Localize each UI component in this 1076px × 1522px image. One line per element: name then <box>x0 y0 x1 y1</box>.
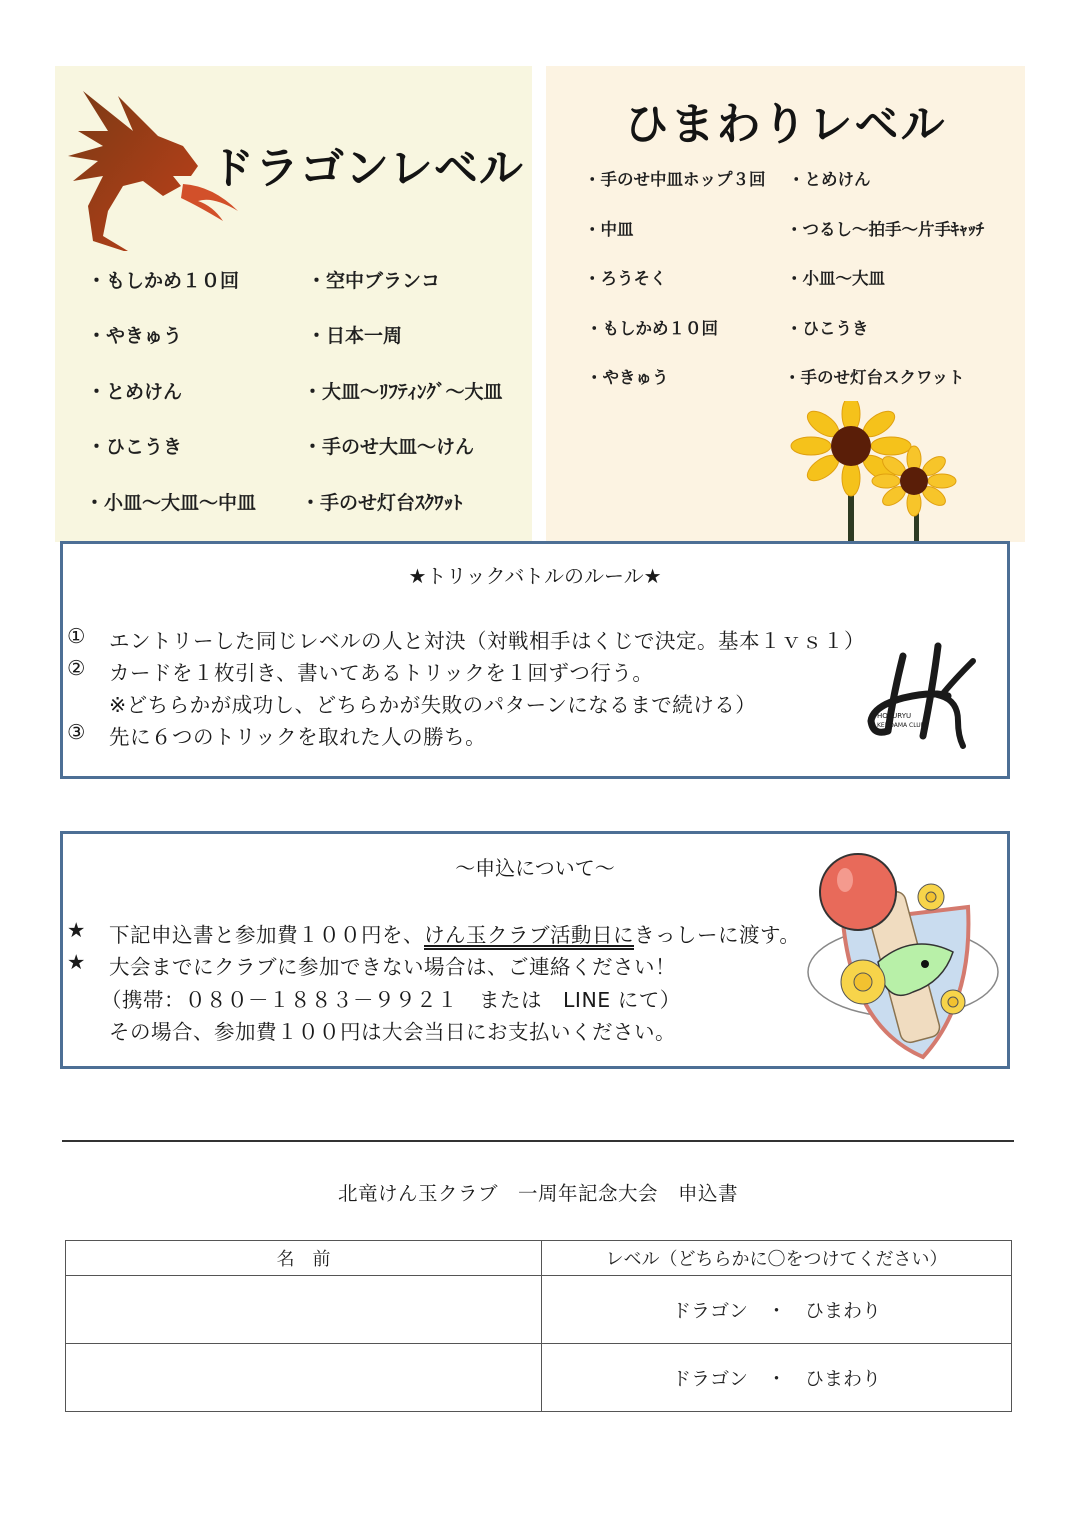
line1-pre: 下記申込書と参加費１００円を、 <box>109 923 424 947</box>
dragon-trick: ・やきゅう <box>87 325 183 347</box>
cut-line-divider <box>62 1140 1014 1142</box>
application-line-2: 大会までにクラブに参加できない場合は、ご連絡ください！ <box>109 955 676 979</box>
dragon-trick: ・手のせ大皿～けん <box>303 436 475 458</box>
rule-marker: ① <box>67 624 86 648</box>
level-choice[interactable]: ドラゴン ・ ひまわり <box>542 1276 1012 1344</box>
application-info-box <box>60 831 1010 1069</box>
dragon-trick: ・日本一周 <box>307 325 403 347</box>
himawari-trick: ・中皿 <box>584 220 634 239</box>
sunflower-illustration-icon <box>786 401 986 546</box>
rule-marker: ② <box>67 656 86 680</box>
rule-marker: ③ <box>67 720 86 744</box>
rules-title: ★トリックバトルのルール★ <box>408 564 662 588</box>
contact-phone: （携帯：０８０－１８８３－９９２１ または LINE にて） <box>101 988 681 1012</box>
rule-note: ※どちらかが成功し、どちらかが失敗のパターンになるまで続ける） <box>109 693 757 717</box>
himawari-trick: ・小皿～大皿 <box>786 269 885 288</box>
line1-post: きっしーに渡す。 <box>634 923 801 947</box>
himawari-trick: ・つるし～拍手～片手ｷｬｯﾁ <box>786 220 984 239</box>
application-line-4: その場合、参加費１００円は大会当日にお支払いください。 <box>109 1020 676 1044</box>
header-level: レベル（どちらかに〇をつけてください） <box>542 1241 1012 1276</box>
star-bullet-icon: ★ <box>67 918 86 942</box>
himawari-level-panel <box>546 66 1025 542</box>
line1-underlined: けん玉クラブ活動日に <box>424 923 634 947</box>
dragon-trick: ・大皿～ﾘﾌﾃｨﾝｸﾞ～大皿 <box>303 381 503 403</box>
dragon-trick: ・空中ブランコ <box>307 270 441 292</box>
club-emblem-icon <box>803 852 1003 1067</box>
himawari-trick: ・とめけん <box>788 170 871 189</box>
hk-logo-sub1: HOKURYU <box>877 712 912 720</box>
level-choice[interactable]: ドラゴン ・ ひまわり <box>542 1344 1012 1412</box>
dragon-level-panel <box>55 66 532 542</box>
application-form-table <box>65 1240 1012 1412</box>
name-field[interactable] <box>66 1344 542 1412</box>
table-row <box>66 1276 1012 1344</box>
table-row <box>66 1344 1012 1412</box>
dragon-trick: ・手のせ灯台ｽｸﾜｯﾄ <box>301 492 463 514</box>
trick-battle-rules-box <box>60 541 1010 779</box>
rule-text: カードを１枚引き、書いてあるトリックを１回ずつ行う。 <box>109 661 654 685</box>
rule-text: 先に６つのトリックを取れた人の勝ち。 <box>109 725 487 749</box>
himawari-level-title: ひまわりレベル <box>624 99 947 150</box>
himawari-trick: ・もしかめ１０回 <box>586 319 718 338</box>
dragon-trick: ・小皿～大皿～中皿 <box>85 492 257 514</box>
rule-text: エントリーした同じレベルの人と対決（対戦相手はくじで決定。基本１ｖｓ１） <box>109 629 865 653</box>
hk-club-logo-icon <box>863 636 993 756</box>
star-bullet-icon: ★ <box>67 950 86 974</box>
dragon-level-title: ドラゴンレベル <box>210 143 524 194</box>
hk-logo-sub2: KENDAMA CLUB <box>877 722 925 729</box>
himawari-trick: ・手のせ中皿ホップ３回 <box>584 170 766 189</box>
himawari-trick: ・ろうそく <box>584 269 667 288</box>
table-header-row <box>66 1241 1012 1276</box>
dragon-trick: ・とめけん <box>87 381 183 403</box>
himawari-trick: ・やきゅう <box>586 368 669 387</box>
himawari-trick: ・ひこうき <box>786 319 869 338</box>
himawari-trick: ・手のせ灯台スクワット <box>784 368 965 387</box>
header-name: 名 前 <box>66 1241 542 1276</box>
application-line-1 <box>109 918 800 948</box>
name-field[interactable] <box>66 1276 542 1344</box>
application-title: ～申込について～ <box>455 856 615 880</box>
dragon-trick: ・ひこうき <box>87 436 183 458</box>
application-form-title: 北竜けん玉クラブ 一周年記念大会 申込書 <box>337 1182 738 1205</box>
dragon-trick: ・もしかめ１０回 <box>87 270 240 292</box>
